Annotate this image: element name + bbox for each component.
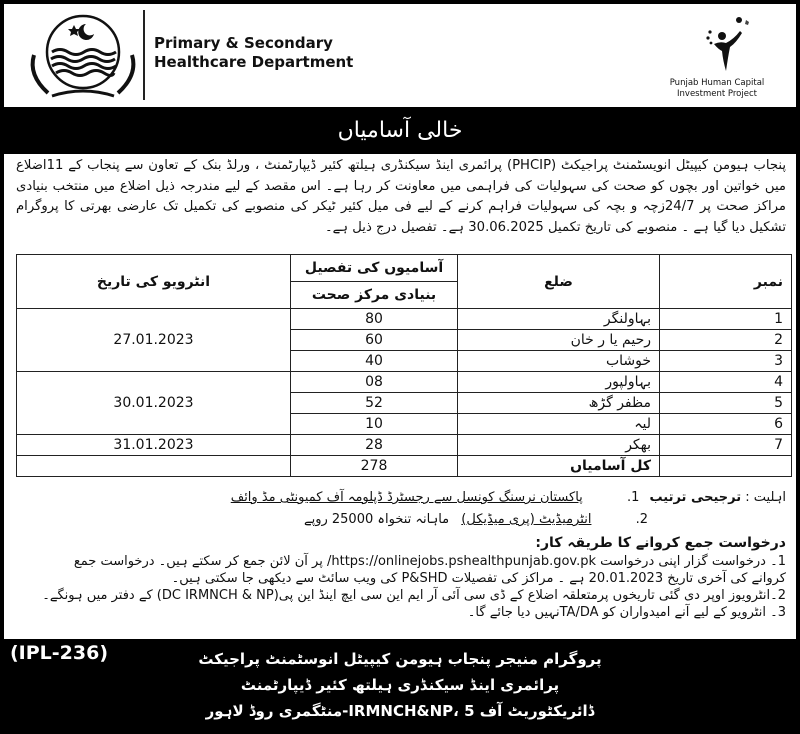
row-district: لیہ bbox=[458, 414, 660, 435]
ipl-code: (IPL-236) bbox=[10, 642, 109, 664]
phcip-logo-icon bbox=[684, 14, 774, 74]
row-district: بھکر bbox=[458, 435, 660, 456]
department-line2: Healthcare Department bbox=[154, 53, 354, 71]
application-procedure bbox=[16, 533, 786, 621]
row-number: 1 bbox=[660, 309, 792, 330]
item1-number: 1. bbox=[626, 490, 640, 505]
footer-line2: پرائمری اینڈ سیکنڈری ہیلتھ کئیر ڈیپارٹمنٹ bbox=[240, 676, 560, 694]
interview-date: 30.01.2023 bbox=[17, 372, 291, 435]
interview-date: 27.01.2023 bbox=[17, 309, 291, 372]
footer bbox=[4, 640, 796, 730]
header-interview-date: انٹرویو کی تاریخ bbox=[17, 255, 291, 309]
phcip-line2: Investment Project bbox=[677, 89, 757, 99]
salary-text: ماہانہ تنخواہ 25000 روپے bbox=[303, 512, 450, 527]
table-header-row bbox=[17, 255, 792, 282]
department-name bbox=[154, 34, 353, 72]
phcip-line1: Punjab Human Capital bbox=[669, 78, 765, 88]
table-row bbox=[17, 372, 792, 393]
row-district: بہاولپور bbox=[458, 372, 660, 393]
vacancies-banner: خالی آسامیاں bbox=[4, 112, 796, 150]
header-district: ضلع bbox=[458, 255, 660, 309]
item2-qualification: انٹرمیڈیٹ (پری میڈیکل) bbox=[461, 512, 592, 527]
row-number: 7 bbox=[660, 435, 792, 456]
interview-date: 31.01.2023 bbox=[17, 435, 291, 456]
row-number: 2 bbox=[660, 330, 792, 351]
header-bhu: بنیادی مرکز صحت bbox=[291, 282, 458, 309]
header-number: نمبر bbox=[660, 255, 792, 309]
advertisement-body bbox=[4, 154, 796, 639]
application-step1-cont: کروانے کی آخری تاریخ 20.01.2023 ہے ۔ مراکز کی تفصیلات P&SHD کی ویب سائٹ سے دیکھی جا سکتی ہیں۔ bbox=[171, 571, 786, 586]
punjab-government-emblem-icon bbox=[22, 10, 144, 104]
total-empty-cell bbox=[660, 456, 792, 477]
row-count: 10 bbox=[291, 414, 458, 435]
row-number: 3 bbox=[660, 351, 792, 372]
eligibility-label: اہلیت : bbox=[745, 490, 786, 505]
department-line1: Primary & Secondary bbox=[154, 34, 333, 52]
vacancy-table bbox=[16, 254, 792, 477]
item1-qualification: پاکستان نرسنگ کونسل سے رجسٹرڈ ڈپلومہ آف کمیونٹی مڈ وائف bbox=[230, 490, 583, 505]
row-district: خوشاب bbox=[458, 351, 660, 372]
phcip-name bbox=[652, 78, 782, 100]
total-value: 278 bbox=[291, 456, 458, 477]
application-step3: 3۔ انٹرویو کے لیے آنے امیدواران کو TA/DAنہیں دیا جائے گا۔ bbox=[467, 605, 786, 620]
row-count: 80 bbox=[291, 309, 458, 330]
total-date-empty bbox=[17, 456, 291, 477]
row-district: بہاولنگر bbox=[458, 309, 660, 330]
header-vacancy-details: آسامیوں کی تفصیل bbox=[291, 255, 458, 282]
table-row bbox=[17, 435, 792, 456]
row-count: 28 bbox=[291, 435, 458, 456]
eligibility-line2 bbox=[16, 509, 786, 531]
header-divider bbox=[143, 10, 145, 100]
total-label: کل آسامیاں bbox=[458, 456, 660, 477]
footer-address bbox=[4, 646, 796, 724]
application-step1: 1۔ درخواست گزار اپنی درخواست https://onlinejobs.pshealthpunjab.gov.pk/ پر آن لائن جمع کر سکتے ہیں۔ درخواست جمع bbox=[73, 554, 786, 569]
row-count: 40 bbox=[291, 351, 458, 372]
item2-number: 2. bbox=[635, 512, 648, 527]
row-count: 08 bbox=[291, 372, 458, 393]
application-title: درخواست جمع کروانے کا طریقہ کار: bbox=[535, 535, 786, 551]
footer-line1: پروگرام منیجر پنجاب ہیومن کیپیٹل انوسٹمنٹ پراجیکٹ bbox=[198, 650, 602, 668]
footer-line3: ڈائریکٹوریٹ آف IRMNCH&NP، 5-منٹگمری روڈ لاہور bbox=[205, 702, 595, 720]
row-number: 5 bbox=[660, 393, 792, 414]
advertisement-page bbox=[4, 4, 796, 730]
table-row bbox=[17, 309, 792, 330]
eligibility-section bbox=[16, 487, 786, 531]
header bbox=[4, 4, 796, 107]
row-count: 52 bbox=[291, 393, 458, 414]
eligibility-line1 bbox=[16, 487, 786, 509]
row-district: مظفر گڑھ bbox=[458, 393, 660, 414]
row-district: رحیم یا ر خان bbox=[458, 330, 660, 351]
row-count: 60 bbox=[291, 330, 458, 351]
table-total-row bbox=[17, 456, 792, 477]
application-step2: 2۔انٹرویوز اوپر دی گئی تاریخوں پرمتعلقہ اضلاع کے ڈی سی آئی آر ایم این سی ایچ اینڈ این پی(DC IRMNCH & NP) کے دفتر میں ہونگے۔ bbox=[42, 588, 786, 603]
intro-paragraph: پنجاب ہیومن کیپیٹل انویسٹمنٹ پراجیکٹ (PHCIP) پرائمری اینڈ سیکنڈری ہیلتھ کئیر ڈیپارٹمنٹ ، ورلڈ بنک کے تعاون سے پنجاب کے 11اضلاع میں خواتین اور بچوں کو صحت کی سہولیات کی فراہمی میں معاونت کر رہا ہے۔ اس مقصد کے لیے مندرجہ ذیل اضلاع میں منتخب بنیادی مراکز صحت پر 24/7زچہ و بچہ کی سہولیات فراہم کرنے کے لیے فی میل کئیر ٹیکر کی منصوبے کی تکمیل تک عارضی بھرتی کا پروگرام تشکیل دیا گیا ہے ۔ منصوبے کی تاریخ تکمیل 30.06.2025 ہے۔ تفصیل درج ذیل ہے۔ bbox=[16, 158, 787, 235]
preference-label: ترجیحی ترتیب bbox=[649, 490, 742, 505]
row-number: 4 bbox=[660, 372, 792, 393]
row-number: 6 bbox=[660, 414, 792, 435]
